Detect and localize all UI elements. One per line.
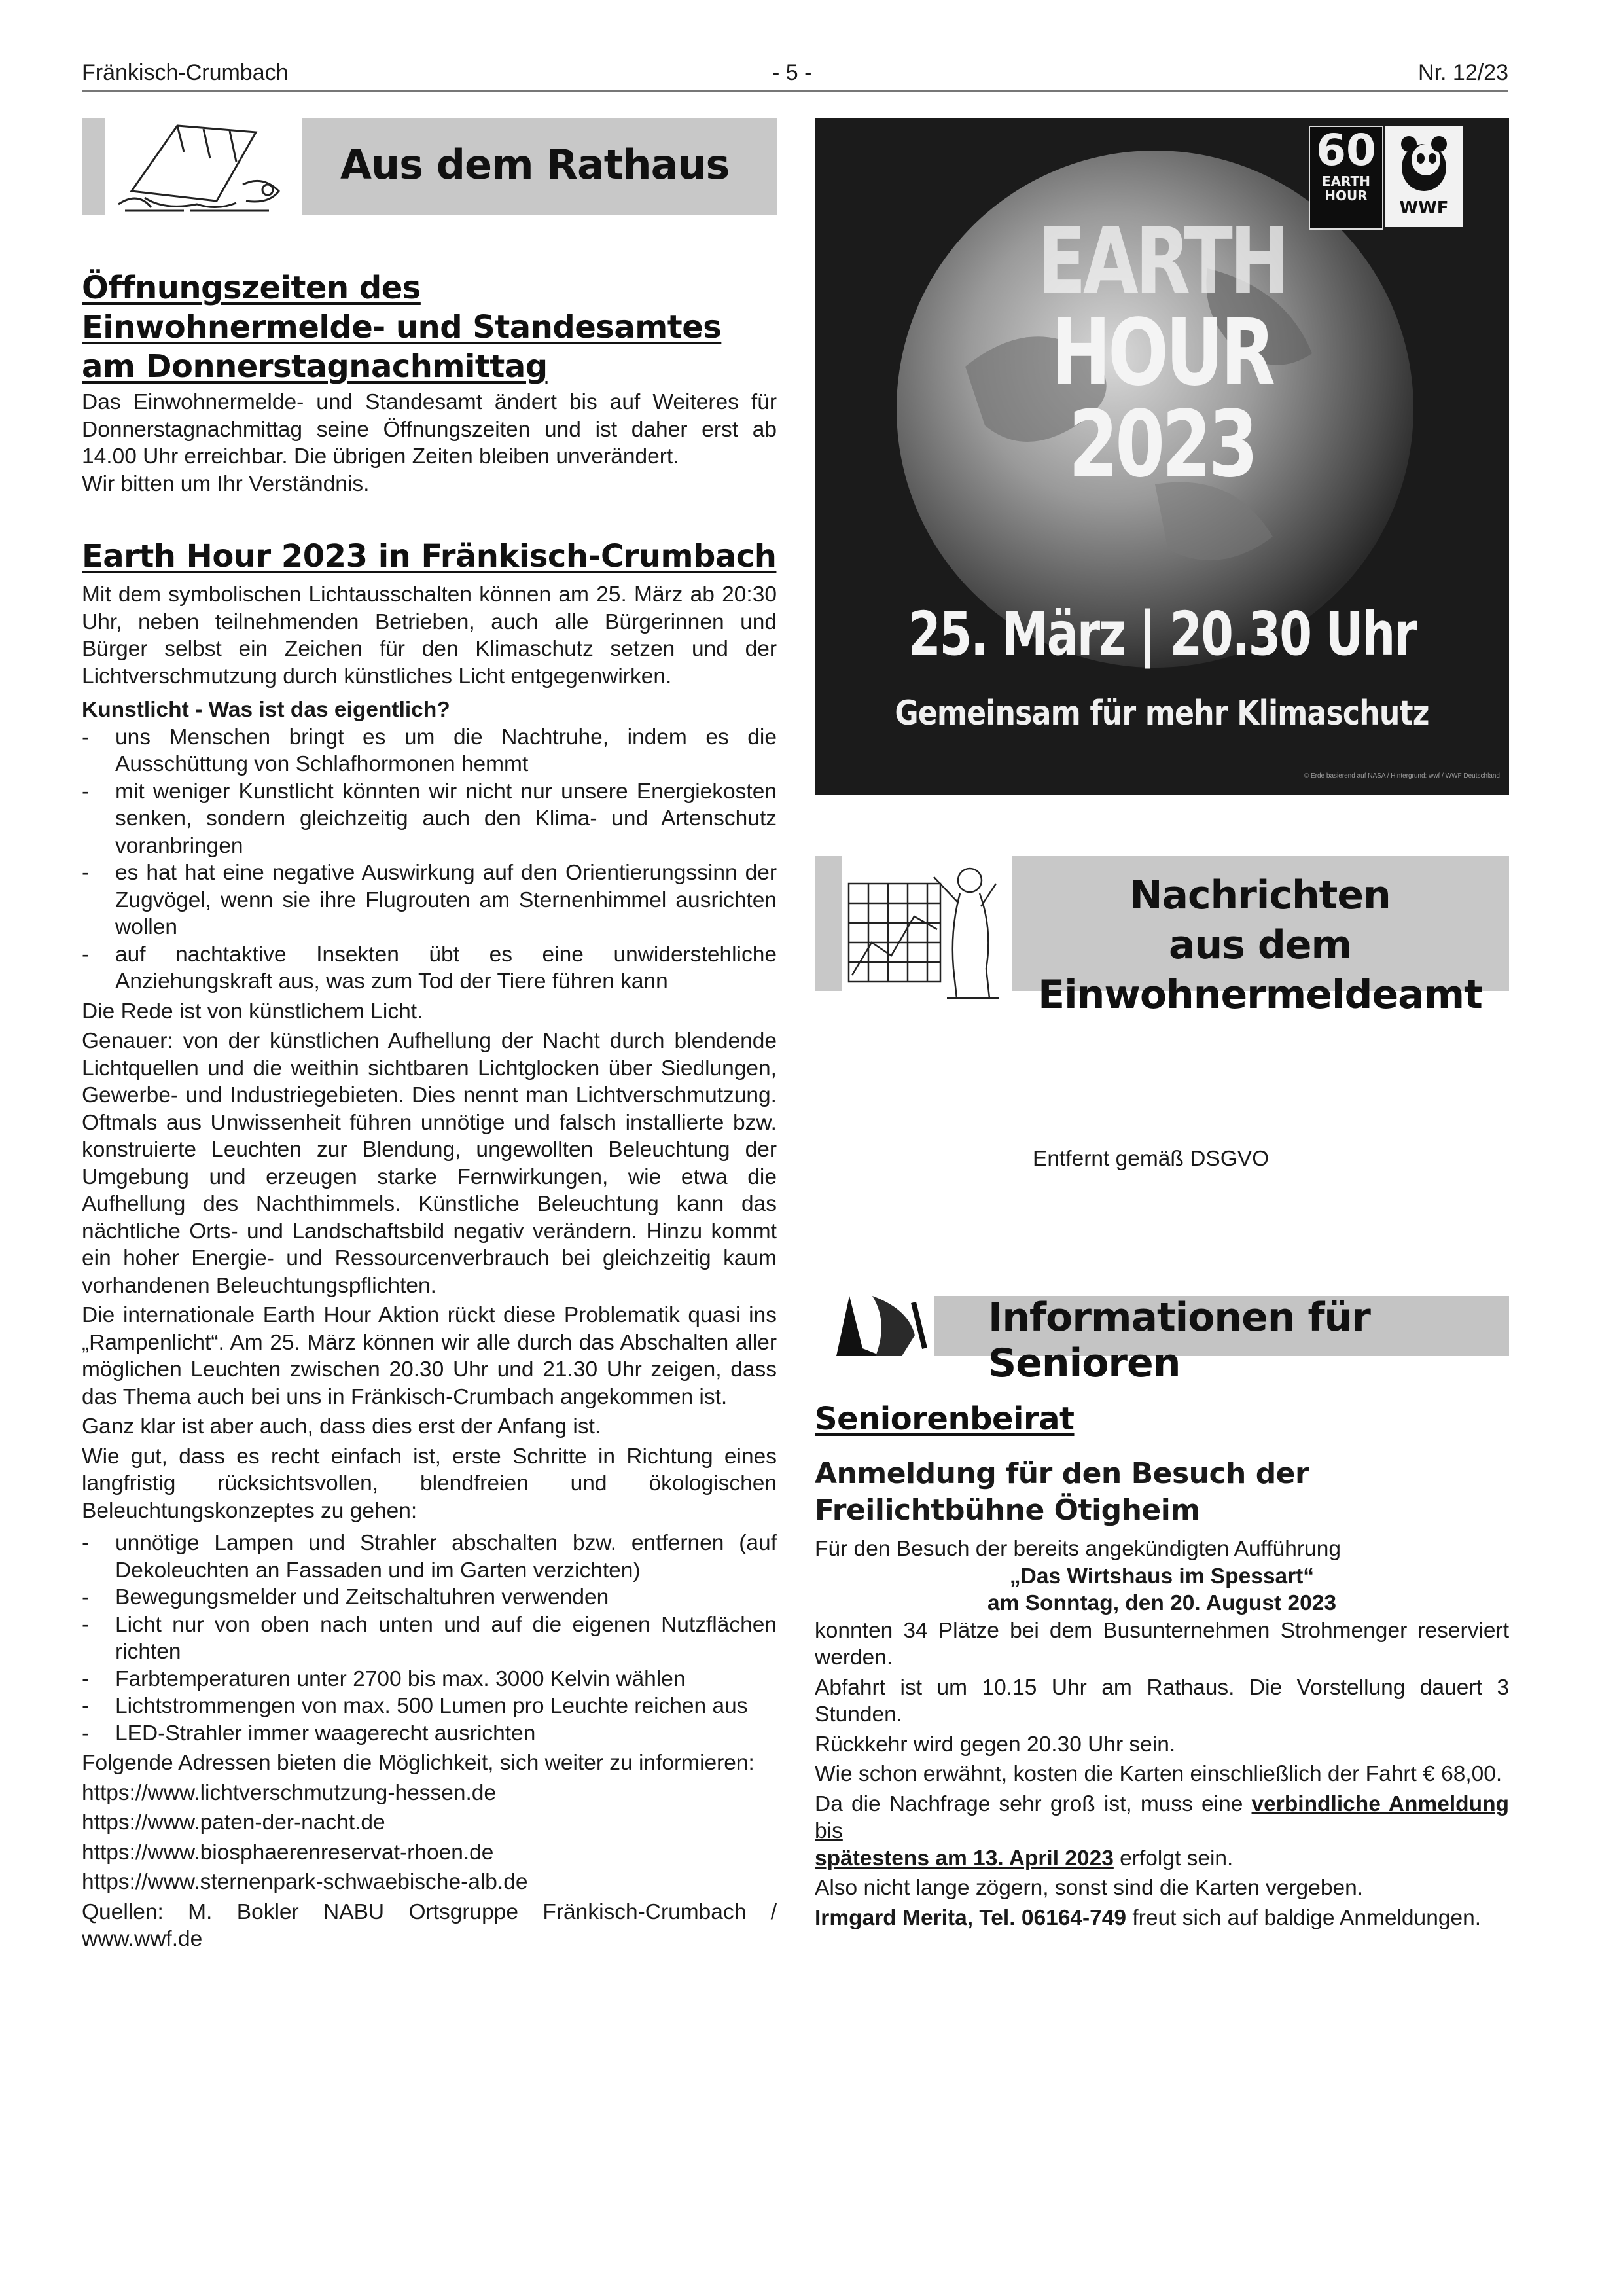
senioren-banner-title: Informationen für Senioren bbox=[988, 1295, 1370, 1386]
frist-date: spätestens am 13. April 2023 bbox=[815, 1846, 1114, 1871]
oeffnungszeiten-closing: Wir bitten um Ihr Verständnis. bbox=[82, 471, 370, 496]
aktion-paragraph: Die internationale Earth Hour Aktion rückt diese Problematik quasi ins „Rampenlicht“. Am 25. März können wir alle durch das Abschalten aller möglichen Leuchten zwischen 20.30 Uhr und 21.30 Uhr zeigen, dass das Thema auch bei uns in Fränkisch-Crumbach angekommen ist. bbox=[82, 1303, 777, 1409]
list-item: - es hat hat eine negative Auswirkung auf den Orientierungssinn der Zugvögel, wenn sie ihre Flugrouten am Sternenhimmel ausrichten wollen bbox=[82, 859, 777, 941]
preis-paragraph: Wie schon erwähnt, kosten die Karten einschließlich der Fahrt € 68,00. bbox=[815, 1762, 1502, 1786]
list-item: - Lichtstrommengen von max. 500 Lumen pro Leuchte reichen aus bbox=[82, 1693, 777, 1720]
link-text: https://www.sternenpark-schwaebische-alb.de bbox=[82, 1870, 528, 1894]
meldeamt-banner-title-line: aus dem Einwohnermeldeamt bbox=[1038, 922, 1482, 1018]
header-town: Fränkisch-Crumbach bbox=[82, 60, 289, 85]
rathaus-banner-title: Aus dem Rathaus bbox=[340, 141, 730, 188]
badge-hour: HOUR bbox=[1324, 188, 1368, 204]
poster-title bbox=[891, 208, 1433, 498]
dsgvo-notice: Entfernt gemäß DSGVO bbox=[1033, 1147, 1270, 1171]
earth-hour-intro: Mit dem symbolischen Lichtausschalten können am 25. März ab 20:30 Uhr, neben teilnehmenden Betrieben, auch alle Bürgerinnen und Bürger selbst ein Zeichen für den Klimaschutz setzen und der Lichtverschmutzung durch künstliches Licht entgegenwirken. bbox=[82, 583, 777, 689]
oeffnungszeiten-heading-line: am Donnerstagnachmittag bbox=[82, 348, 548, 385]
meldeamt-banner bbox=[815, 856, 1509, 1018]
seniorenbeirat-section bbox=[815, 1399, 1509, 1931]
list-item: - auf nachtaktive Insekten übt es eine unwiderstehliche Anziehungskraft aus, was zum Tod der Tiere führen kann bbox=[82, 941, 777, 996]
seniorenbeirat-heading: Seniorenbeirat bbox=[815, 1401, 1075, 1437]
poster-title-line: EARTH bbox=[1037, 208, 1287, 315]
header-divider bbox=[82, 90, 1508, 92]
list-item: - uns Menschen bringt es um die Nachtruhe, indem es die Ausschüttung von Schlafhormonen hemmt bbox=[82, 724, 777, 778]
poster-date: 25. März | 20.30 Uhr bbox=[908, 599, 1416, 669]
steps-list bbox=[82, 1530, 777, 1747]
show-date: am Sonntag, den 20. August 2023 bbox=[987, 1591, 1337, 1615]
left-column bbox=[82, 268, 777, 1953]
kunstlicht-list bbox=[82, 724, 777, 996]
senioren-banner bbox=[836, 1295, 1509, 1386]
list-item: - unnötige Lampen und Strahler abschalten bzw. entfernen (auf Dekoleuchten an Fassaden und im Garten verzichten) bbox=[82, 1530, 777, 1584]
poster-title-line: HOUR bbox=[1051, 300, 1273, 406]
list-item: - mit weniger Kunstlicht könnten wir nicht nur unsere Energiekosten senken, sondern gleichzeitig auch den Klima- und Artenschutz voranbringen bbox=[82, 778, 777, 860]
kontakt-paragraph bbox=[815, 1905, 1509, 1932]
panda-icon bbox=[1395, 130, 1453, 195]
kontakt-text: freut sich auf baldige Anmeldungen. bbox=[1132, 1905, 1482, 1930]
kontakt-name-phone: Irmgard Merita, Tel. 06164-749 bbox=[815, 1905, 1127, 1930]
poster-slogan: Gemeinsam für mehr Klimaschutz bbox=[895, 694, 1429, 733]
meldeamt-illustration bbox=[842, 844, 1012, 1008]
anmeldung-subheading: Anmeldung für den Besuch der Freilichtbühne Ötigheim bbox=[815, 1457, 1309, 1527]
list-item: - Farbtemperaturen unter 2700 bis max. 3000 Kelvin wählen bbox=[82, 1666, 777, 1693]
earth-hour-poster bbox=[815, 118, 1509, 795]
meldeamt-banner-title-line: Nachrichten bbox=[1129, 872, 1391, 918]
frist-paragraph bbox=[815, 1845, 1509, 1873]
link-text: https://www.lichtverschmutzung-hessen.de bbox=[82, 1780, 497, 1805]
quellen-paragraph: Quellen: M. Bokler NABU Ortsgruppe Fränkisch-Crumbach / www.wwf.de bbox=[82, 1899, 777, 1951]
kunstlicht-subheading: Kunstlicht - Was ist das eigentlich? bbox=[82, 698, 450, 722]
poster-credit: © Erde basierend auf NASA / Hintergrund: wwf / WWF Deutschland bbox=[1304, 772, 1500, 780]
adressen-paragraph: Folgende Adressen bieten die Möglichkeit, sich weiter zu informieren: bbox=[82, 1751, 755, 1775]
link-text: https://www.paten-der-nacht.de bbox=[82, 1810, 385, 1835]
senioren-illustration bbox=[836, 1296, 934, 1356]
link-text: https://www.biosphaerenreservat-rhoen.de bbox=[82, 1840, 494, 1865]
genauer-paragraph: Genauer: von der künstlichen Aufhellung der Nacht durch blendende Lichtquellen und die weithin sichtbaren Lichtglocken über Siedlungen, Gewerbe- und Industriegebieten. Dies nennt man Lichtverschmutzung. Oftmals aus Unwissenheit führen unnötige und falsch installierte bzw. konstruierte Leuchten zur Blendung, ungewollten Beleuchtung der Umgebung und erzeugen starke Fernwirkungen, wie etwa die Aufhellung des Nachthimmels. Künstliche Beleuchtung kann das nächtliche Orts- und Landschaftsbild negativ verändern. Hinzu kommt ein hoher Energie- und Ressourcenverbrauch bei gleichzeitig kaum vorhandenen Beleuchtungspflichten. bbox=[82, 1029, 777, 1298]
show-title: „Das Wirtshaus im Spessart“ bbox=[1009, 1564, 1315, 1588]
nachfrage-paragraph bbox=[815, 1791, 1509, 1845]
wwf-text: WWF bbox=[1399, 198, 1449, 218]
rathaus-illustration bbox=[105, 113, 302, 217]
list-item: - Bewegungsmelder und Zeitschaltuhren verwenden bbox=[82, 1584, 777, 1611]
plaetze-paragraph: konnten 34 Plätze bei dem Busunternehmen Strohmenger reserviert werden. bbox=[815, 1618, 1509, 1670]
earth-hour-heading: Earth Hour 2023 in Fränkisch-Crumbach bbox=[82, 538, 777, 575]
auffuehrung-paragraph: Für den Besuch der bereits angekündigten Aufführung bbox=[815, 1537, 1341, 1561]
header-page-number: - 5 - bbox=[772, 60, 812, 85]
rede-paragraph: Die Rede ist von künstlichem Licht. bbox=[82, 999, 423, 1024]
oeffnungszeiten-heading-line: Einwohnermelde- und Standesamtes bbox=[82, 309, 722, 346]
abfahrt-paragraph: Abfahrt ist um 10.15 Uhr am Rathaus. Die Vorstellung dauert 3 Stunden. bbox=[815, 1675, 1509, 1727]
list-item: - Licht nur von oben nach unten und auf die eigenen Nutzflächen richten bbox=[82, 1611, 777, 1666]
badge-60: 60 bbox=[1316, 125, 1376, 175]
anfang-paragraph: Ganz klar ist aber auch, dass dies erst der Anfang ist. bbox=[82, 1414, 601, 1439]
nachfrage-text: Da die Nachfrage sehr groß ist, muss eine bbox=[815, 1791, 1243, 1816]
wwf-logo bbox=[1385, 126, 1463, 227]
zoegern-paragraph: Also nicht lange zögern, sonst sind die Karten vergeben. bbox=[815, 1876, 1364, 1900]
rueckkehr-paragraph: Rückkehr wird gegen 20.30 Uhr sein. bbox=[815, 1732, 1176, 1757]
wiegut-paragraph: Wie gut, dass es recht einfach ist, erste Schritte in Richtung eines langfristig rücksichtsvollen, blendfreien und ökologischen Beleuchtungskonzeptes zu gehen: bbox=[82, 1444, 777, 1523]
oeffnungszeiten-heading-line: Öffnungszeiten des bbox=[82, 270, 421, 306]
bis-text: bis bbox=[815, 1819, 843, 1843]
poster-title-line: 2023 bbox=[1068, 391, 1256, 498]
meldeamt-banner-title bbox=[1011, 870, 1509, 1020]
frist-text: erfolgt sein. bbox=[1120, 1846, 1234, 1871]
header-issue: Nr. 12/23 bbox=[1418, 60, 1508, 85]
verbindliche-anmeldung: verbindliche Anmeldung bbox=[1251, 1791, 1509, 1816]
oeffnungszeiten-heading bbox=[82, 268, 777, 386]
oeffnungszeiten-body: Das Einwohnermelde- und Standesamt ändert bis auf Weiteres für Donnerstagnachmittag seine Öffnungszeiten und ist daher erst ab 14.00 Uhr erreichbar. Die übrigen Zeiten bleiben unverändert. bbox=[82, 390, 777, 469]
badge-earth: EARTH bbox=[1321, 173, 1371, 189]
list-item: - LED-Strahler immer waagerecht ausrichten bbox=[82, 1720, 777, 1748]
earth-hour-badge bbox=[1309, 126, 1383, 230]
rathaus-banner bbox=[82, 118, 777, 215]
